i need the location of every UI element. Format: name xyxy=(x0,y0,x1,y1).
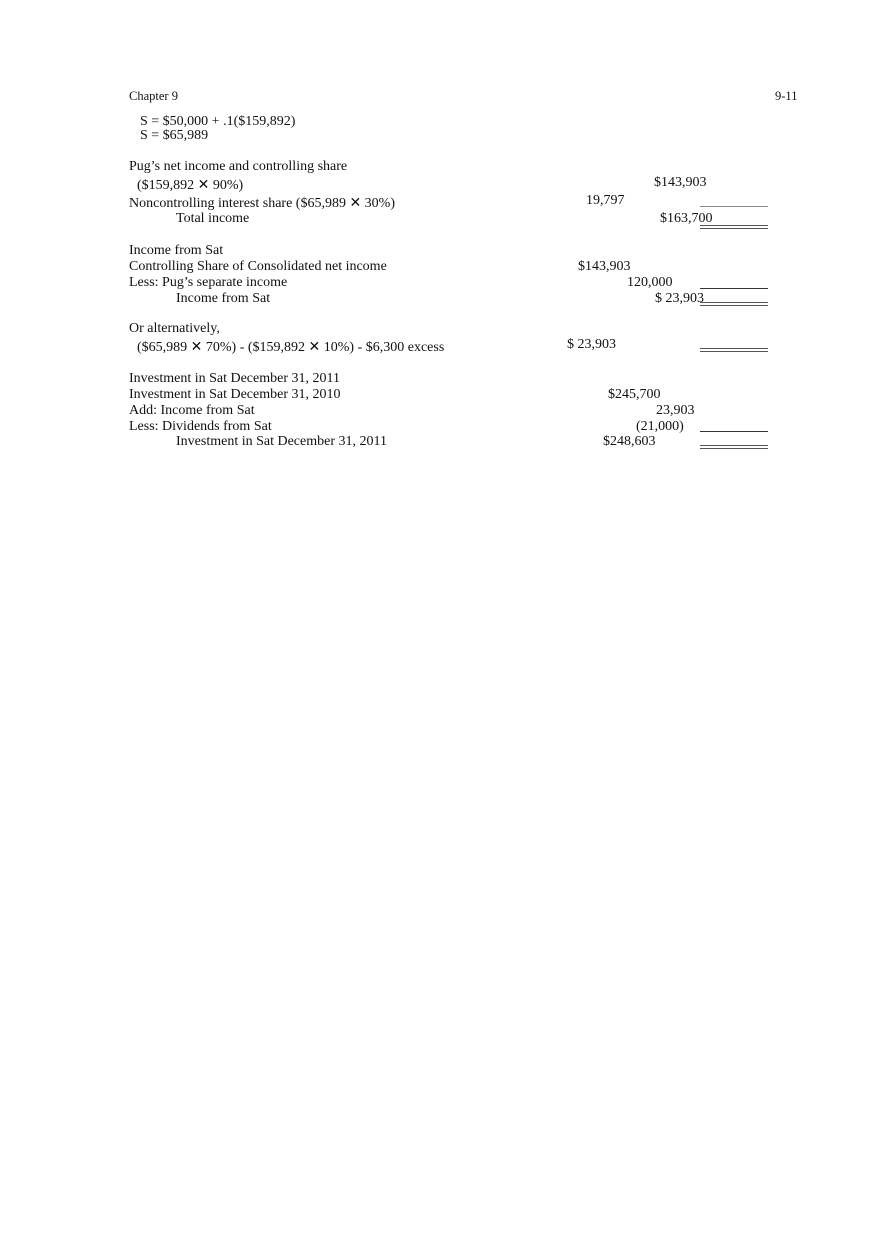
alternative-formula: ($65,989 ✕ 70%) - ($159,892 ✕ 10%) - $6,300 excess xyxy=(137,340,445,355)
consolidated-income-label: Controlling Share of Consolidated net income xyxy=(129,259,387,274)
nci-underline xyxy=(700,206,768,207)
investment-add-label: Add: Income from Sat xyxy=(129,403,255,418)
investment-beginning-label: Investment in Sat December 31, 2010 xyxy=(129,387,341,402)
separate-income-underline xyxy=(700,288,768,289)
income-from-sat-result-value: $ 23,903 xyxy=(655,291,704,306)
nci-share-label: Noncontrolling interest share ($65,989 ✕ 30%) xyxy=(129,196,396,211)
net-income-title: Pug’s net income and controlling share xyxy=(129,159,348,174)
separate-income-value: 120,000 xyxy=(627,275,673,290)
chapter-label: Chapter 9 xyxy=(129,89,178,103)
nci-share-value: 19,797 xyxy=(586,193,625,208)
dividends-underline xyxy=(700,431,768,432)
total-income-value: $163,700 xyxy=(660,211,713,226)
page-number: 9-11 xyxy=(775,89,798,103)
income-from-sat-double-rule xyxy=(700,302,768,306)
investment-beginning-value: $245,700 xyxy=(608,387,661,402)
controlling-share-value: $143,903 xyxy=(654,175,707,190)
investment-less-label: Less: Dividends from Sat xyxy=(129,419,272,434)
investment-less-value: (21,000) xyxy=(636,419,684,434)
alternative-value: $ 23,903 xyxy=(567,337,616,352)
total-income-double-rule xyxy=(700,225,768,229)
investment-title: Investment in Sat December 31, 2011 xyxy=(129,371,340,386)
alternative-title: Or alternatively, xyxy=(129,321,220,336)
income-from-sat-title: Income from Sat xyxy=(129,243,224,258)
controlling-share-label: ($159,892 ✕ 90%) xyxy=(137,178,244,193)
equation-line-1: S = $50,000 + .1($159,892) xyxy=(140,114,296,129)
investment-ending-value: $248,603 xyxy=(603,434,656,449)
investment-add-value: 23,903 xyxy=(656,403,695,418)
income-from-sat-result-label: Income from Sat xyxy=(176,291,271,306)
investment-ending-double-rule xyxy=(700,445,768,449)
separate-income-label: Less: Pug’s separate income xyxy=(129,275,288,290)
equation-line-2: S = $65,989 xyxy=(140,128,209,143)
alternative-double-rule xyxy=(700,348,768,352)
consolidated-income-value: $143,903 xyxy=(578,259,631,274)
total-income-label: Total income xyxy=(176,211,250,226)
investment-ending-label: Investment in Sat December 31, 2011 xyxy=(176,434,387,449)
